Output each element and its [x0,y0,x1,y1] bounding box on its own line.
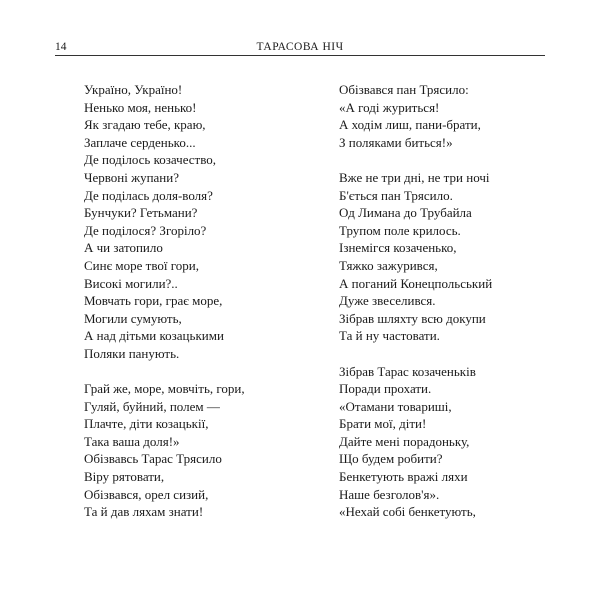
page-number: 14 [55,41,67,53]
verse-line: Як згадаю тебе, краю, [84,117,206,133]
verse-line: Тяжко зажурився, [339,257,438,273]
verse-line: Вже не три дні, не три ночі [339,169,490,185]
verse-line: Та й дав ляхам знати! [84,504,204,520]
verse-line: А поганий Конецпольський [339,275,493,291]
verse-line: Зібрав Тарас козаченьків [339,363,476,379]
verse-line: Бенкетують вражі ляхи [339,469,468,485]
verse-line: Що будем робити? [339,451,443,467]
verse-line: З поляками биться!» [339,134,453,150]
verse-line: Заплаче серденько... [84,134,196,150]
verse-line: А чи затопило [84,240,163,256]
verse-line: Зібрав шляхту всю докупи [339,310,486,326]
verse-line: «А годі журиться! [339,99,440,115]
verse-line: Віру рятовати, [84,469,165,485]
poem-column-right [339,81,559,538]
verse-line: Обізвавсь Тарас Трясило [84,451,222,467]
verse-line: Обізвався, орел сизий, [84,486,209,502]
verse-line: Од Лимана до Трубайла [339,205,472,221]
verse-line: Високі могили?.. [84,275,178,291]
verse-line: Поради прохати. [339,381,432,397]
verse-line: Поляки панують. [84,345,180,361]
verse-line: Грай же, море, мовчіть, гори, [84,381,245,397]
stanza [339,169,559,345]
stanza [84,81,324,363]
header-rule [55,55,545,56]
stanza [84,380,324,521]
verse-line: Де поділося? Згоріло? [84,222,207,238]
verse-line: Мовчать гори, грає море, [84,293,223,309]
verse-line: Бунчуки? Гетьмани? [84,205,198,221]
page-header [55,40,545,56]
verse-line: Де поділась доля-воля? [84,187,213,203]
verse-line: Плачте, діти козацькії, [84,416,209,432]
verse-line: Могили сумують, [84,310,182,326]
stanza [339,81,559,151]
verse-line: Така ваша доля!» [84,433,180,449]
verse-line: «Отамани товариші, [339,398,452,414]
verse-line: А ходім лиш, пани-брати, [339,117,481,133]
verse-line: Брати мої, діти! [339,416,427,432]
verse-line: Синє море твої гори, [84,257,199,273]
verse-line: Б'ється пан Трясило. [339,187,453,203]
verse-line: Гуляй, буйний, полем — [84,398,220,414]
verse-line: Наше безголов'я». [339,486,440,502]
verse-line: Трупом поле крилось. [339,222,461,238]
verse-line: Україно, Україно! [84,82,183,97]
verse-line: Де поділось козачество, [84,152,217,168]
stanza [339,363,559,521]
verse-line: Ненько моя, ненько! [84,99,197,115]
verse-line: А над дітьми козацькими [84,328,224,344]
verse-line: «Нехай собі бенкетують, [339,504,476,520]
verse-line: Дуже звеселився. [339,293,436,309]
verse-line: Червоні жупани? [84,169,179,185]
running-title: ТАРАСОВА НІЧ [256,41,344,53]
poem-column-left [84,81,324,538]
verse-line: Ізнемігся козаченько, [339,240,457,256]
verse-line: Та й ну частовати. [339,328,440,344]
verse-line: Обізвався пан Трясило: [339,82,469,97]
verse-line: Дайте мені порадоньку, [339,433,470,449]
